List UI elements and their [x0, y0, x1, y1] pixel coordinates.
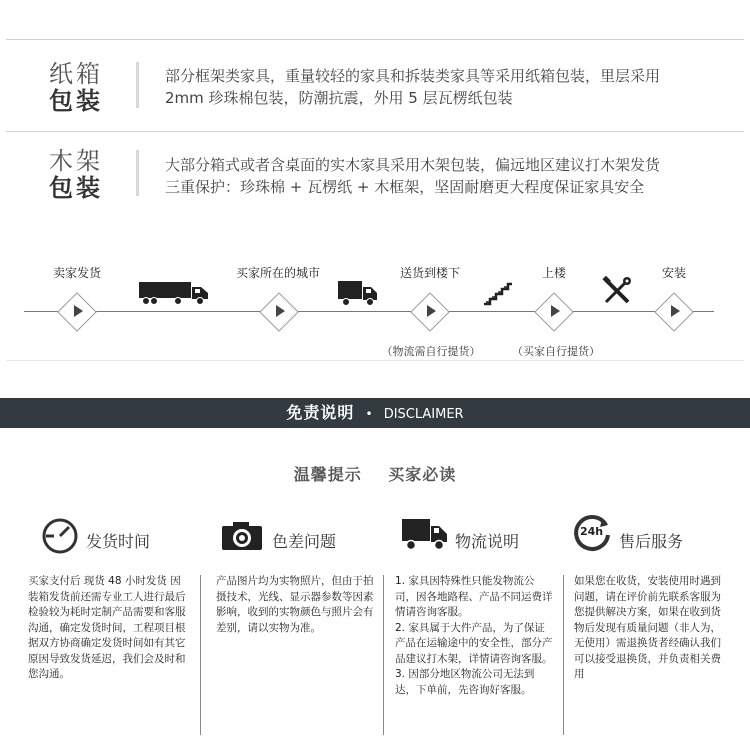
carton-description [165, 65, 735, 109]
logistics-title: 物流说明 [455, 532, 520, 551]
shipping-time-text: 买家支付后 现货 48 小时发货 因装箱发货前还需专业工人进行最后检验较为耗时定制产品需要和客服沟通，确定发货时间，工程项目根据双方协商确定发货时间如有其它原因导致发货延迟，我们会及时和您沟通。 [28, 575, 186, 680]
column-divider [563, 575, 564, 735]
after-sales-text: 如果您在收货，安装使用时遇到问题，请在评价前先联系客服为您提供解决方案，如果在收到货物后发现有质量问题（非人为，无使用）需退换货者经确认我们可以接受退换货，并负责相关费用 [574, 575, 721, 680]
wood-description [165, 154, 735, 198]
truck-large-icon [138, 280, 210, 306]
color-difference-text: 产品图片均为实物照片，但由于拍摄技术，光线、显示器参数等因素影响，收到的实物颜色与照片会有差别，请以实物为准。 [216, 575, 374, 634]
column-divider [200, 575, 201, 735]
truck-small-icon [337, 279, 379, 307]
banner-title-en: DISCLAIMER [383, 407, 464, 422]
truck-icon [401, 517, 449, 551]
middle-divider [6, 131, 744, 132]
logistics-text: 1. 家具因特殊性只能发物流公司，因各地路程、产品不同运费详情请咨询客服。 2. 家具属于大件产品，为了保证产品在运输途中的安全性，部分产品建议打木架，详情请咨询客服。 3. 因部分地区物流公司无法到达，下单前，先咨询好客服。 [395, 575, 553, 696]
wood-packaging-title [40, 148, 112, 202]
tips-right-label: 买家必读 [388, 465, 457, 484]
top-divider [6, 39, 744, 40]
carton-desc-line1: 部分框架类家具，重量较轻的家具和拆装类家具等采用纸箱包装，里层采用 [165, 67, 661, 85]
play-arrow-icon [671, 305, 680, 317]
flow-bottom-divider [6, 360, 744, 361]
color-difference-title: 色差问题 [272, 532, 337, 551]
flow-step-label: 买家所在的城市 [235, 266, 321, 280]
wood-accent-bar [136, 150, 139, 196]
tools-icon [602, 276, 632, 306]
tips-left-label: 温馨提示 [293, 465, 362, 484]
wood-desc-line1: 大部分箱式或者含桌面的实木家具采用木架包装，偏远地区建议打木架发货 [165, 156, 661, 174]
carton-title-line2: 包装 [49, 87, 103, 115]
disclaimer-banner [0, 398, 750, 428]
flow-step-note: （买家自行提货） [512, 345, 600, 358]
24h-icon-label: 24h [580, 525, 604, 538]
play-arrow-icon [74, 305, 83, 317]
carton-desc-line2: 2mm 珍珠棉包装，防潮抗震，外用 5 层瓦楞纸包装 [165, 89, 513, 107]
camera-icon [220, 520, 264, 552]
flow-step-note: （物流需自行提货） [381, 345, 481, 358]
stairs-icon [482, 280, 514, 306]
carton-title-line1: 纸箱 [49, 60, 103, 88]
carton-packaging-title [40, 61, 112, 115]
banner-separator: • [365, 407, 373, 421]
tips-heading [0, 462, 750, 485]
flow-step-label: 上楼 [541, 266, 567, 280]
clock-icon [40, 516, 80, 556]
play-arrow-icon [551, 305, 560, 317]
play-arrow-icon [427, 305, 436, 317]
flow-step-label: 卖家发货 [52, 266, 102, 280]
shipping-time-title: 发货时间 [86, 532, 151, 551]
banner-title-cn: 免责说明 [286, 403, 355, 422]
wood-desc-line2: 三重保护：珍珠棉 + 瓦楞纸 + 木框架，坚固耐磨更大程度保证家具安全 [165, 178, 645, 196]
wood-title-line2: 包装 [49, 174, 103, 202]
flow-step-label: 安装 [661, 266, 687, 280]
play-arrow-icon [276, 305, 285, 317]
24h-icon [572, 513, 612, 553]
wood-title-line1: 木架 [49, 147, 103, 175]
column-divider [383, 575, 384, 735]
flow-line [24, 311, 714, 312]
after-sales-title: 售后服务 [619, 532, 684, 551]
carton-accent-bar [136, 62, 139, 108]
flow-step-label: 送货到楼下 [399, 266, 461, 280]
